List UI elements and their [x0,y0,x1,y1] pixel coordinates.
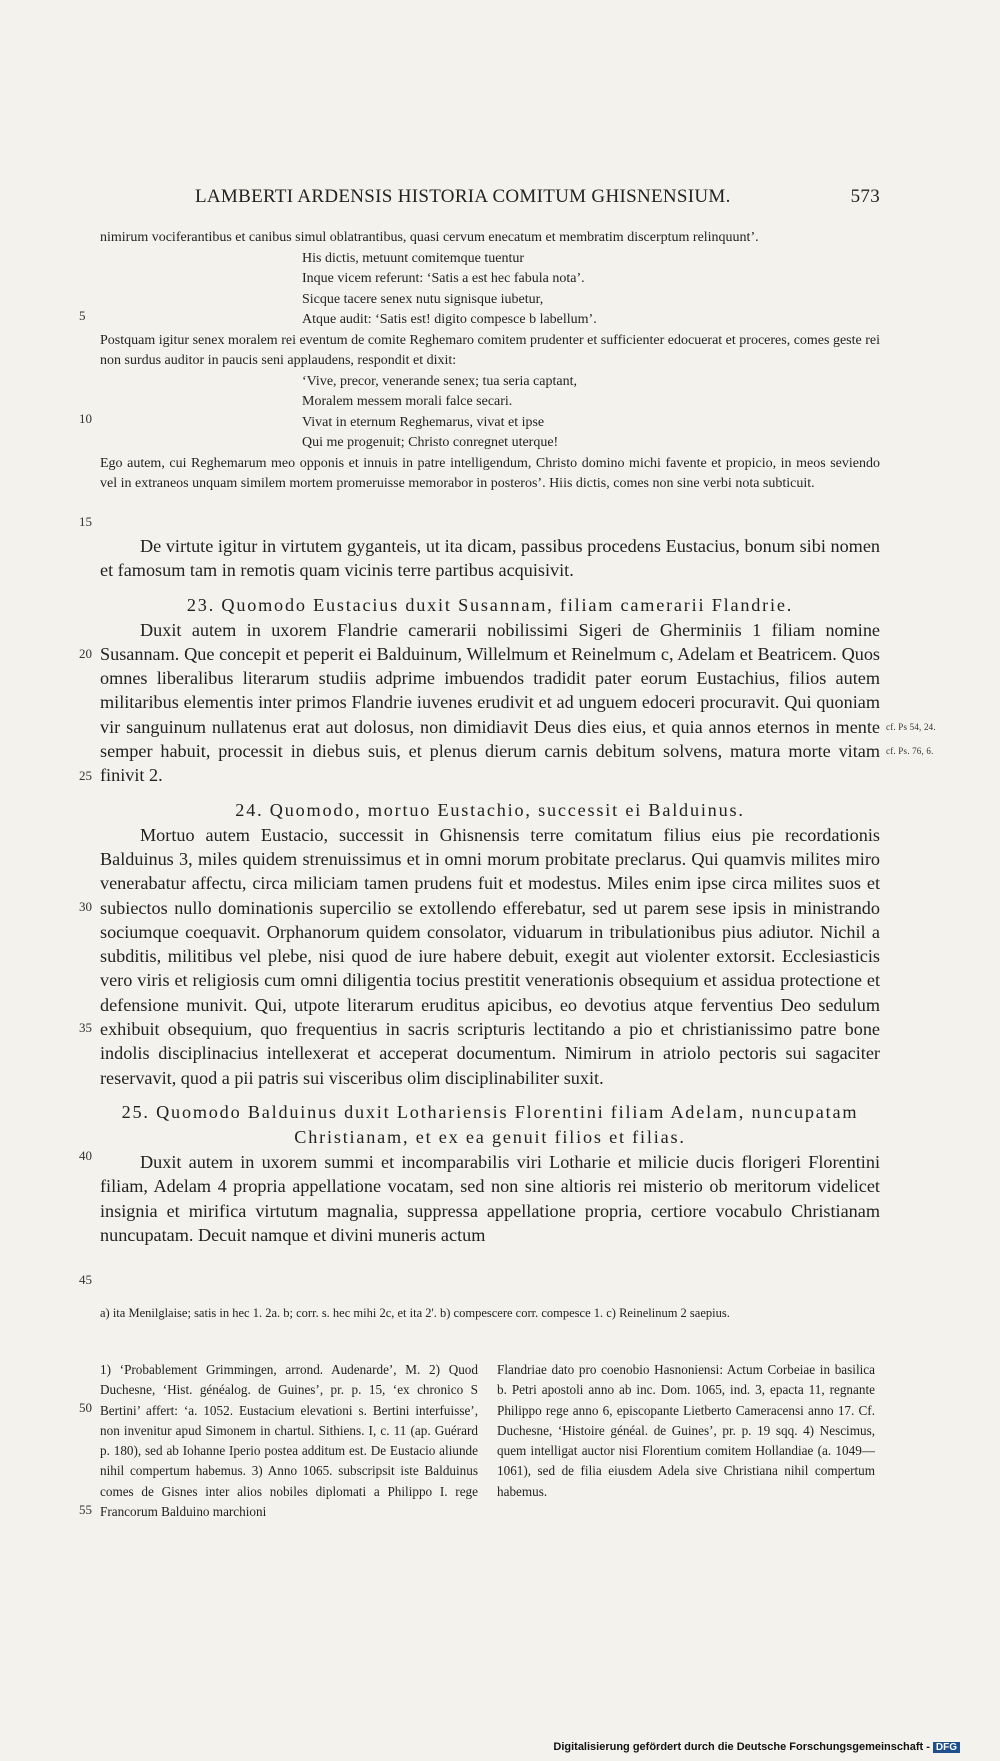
margin-reference: cf. Ps 54, 24. [886,722,936,732]
verse-line: Qui me progenuit; Christo conregnet uterque! [302,435,559,450]
chapter-heading-23: 23. Quomodo Eustacius duxit Susannam, filiam camerarii Flandrie. [186,594,794,615]
paragraph: Mortuo autem Eustacio, successit in Ghisnensis terre comitatum filius eius pie recordationis Balduinus 3, miles quidem strenuissimus et in omni morum probitate preclarus. Qui quamvis milites miro venerabatur affectu, circa miliciam tamen prudens fuit et modestus. Miles enim ipse circa milites suos et subiectos nullo dominationis supercilio se extollendo efferebatur, sed ut parem sese ipsis in ministrando sociumque coequavit. Orphanorum quidem consolator, viduarum in tribulationibus pius adiutor. Nichil a subditis, militibus vel plebe, nisi quod de iure habere debuit, exegit aut violenter extorsit. Ecclesiasticis vero viris et religiosis cum omni diligentia tocius prestitit venerationis obsequium et assidua protectione et defensione munivit. Qui, utpote literarum eruditus apicibus, eo devotius atque ferventius Deo sedulum exhibuit obsequium, quo frequentius in sacris scripturis lectitando a pio et christianissimo patre bone indolis disciplinacius intellexerat et acceperat documentum. Nimirum in atriolo pectoris sui sagaciter reservavit, quod a pii patris sui visceribus olim disciplinabiliter suxit. [100,824,880,1088]
line-number: 45 [79,1272,92,1287]
running-title: LAMBERTI ARDENSIS HISTORIA COMITUM GHISNENSIUM. [195,186,731,207]
main-text-large [100,534,880,1247]
line-number: 50 [79,1400,92,1415]
verse-line: His dictis, metuunt comitemque tuentur [302,250,525,266]
paragraph: Duxit autem in uxorem summi et incomparabilis viri Lotharie et milicie ducis florigeri Florentini filiam, Adelam 4 propria appellatione vocatam, sed non sine altioris rei misterio ob meritorum videlicet insignia et mirifica virtutum magnalia, suppressa appellatione propria, certiore vocabulo Christianam nuncupatam. Decuit namque et divini muneris actum [100,1151,880,1245]
verse-line: Sicque tacere senex nutu signisque iubetur, [302,291,544,307]
verse-line: Vivat in eternum Reghemarus, vivat et ipse [302,414,545,430]
footnotes-right-column: Flandriae dato pro coenobio Hasnoniensi: Actum Corbeiae in basilica b. Petri apostoli anno ab inc. Dom. 1065, ind. 3, epacta 11, regnante Philippo rege anno 6, episcopante Lietberto Cameracensi anno 17. Cf. Duchesne, ‘Histoire généal. de Guines’, pr. p. 19 sqq. 4) Nescimus, quem intelligat auctor nisi Florentium comitem Hollandiae (a. 1049—1061), sed de filia eiusdem Adela sive Christiana nihil compertum habemus. [497,1362,875,1499]
verse-line: Inque vicem referunt: ‘Satis a est hec fabula nota’. [302,271,585,286]
footnotes-left-column: 1) ‘Probablement Grimmingen, arrond. Audenarde’, M. 2) Quod Duchesne, ‘Hist. généalog. de Guines’, pr. p. 15, ‘ex chronico S Bertini’ affert: ‘a. 1052. Eustacium elevationi s. Bertini interfuisse’, non invenitur apud Simonem in chartul. Sithiens. I, c. 11 (ap. Guérard p. 180), sed ab Iohanne Iperio postea additum est. De Eustacio aliunde nihil compertum habemus. 3) Anno 1065. subscripsit iste Balduinus comes de Gisnes inter alios nobiles diplomati a Philippo I. rege Francorum Balduino marchioni [100,1362,478,1520]
verse-block [100,372,880,454]
credit-text: Digitalisierung gefördert durch die Deutsche Forschungsgemeinschaft - [553,1741,930,1753]
verse-block [100,249,880,331]
digitization-credit [553,1741,960,1753]
paragraph: nimirum vociferantibus et canibus simul oblatrantibus, quasi cervum enecatum et membratim discerptum relinquunt’. [100,230,759,245]
line-number: 10 [79,411,92,426]
verse-line: Atque audit: ‘Satis est! digito compesce b labellum’. [302,312,597,327]
line-number: 35 [79,1020,92,1035]
page-number: 573 [850,186,880,207]
verse-line: Moralem messem morali falce secari. [302,394,513,409]
paragraph: Duxit autem in uxorem Flandrie camerarii nobilissimi Sigeri de Gherminiis 1 filiam nomine Susannam. Que concepit et peperit ei Balduinum, Willelmum et Reinelmum c, Adelam et Beatricem. Quos omnes liberalibus literarum studiis adprime imbuendos tradidit pater eorum Eustachius, filios autem militaribus elementis inter primos Flandrie iuvenes erudivit et ad unguem edoceri procuravit. Qui quoniam vir sanguinum nullatenus erat aut dolosus, non dimidiavit Deus dies eius, et quia annos eternos in mente semper habuit, processit in diebus suis, et plenus dierum carnis debitum solvens, matura morte vitam finivit 2. [100,619,880,786]
margin-reference: cf. Ps. 76, 6. [886,746,934,756]
line-number: 25 [79,768,92,783]
line-number: 20 [79,646,92,661]
chapter-heading-25: 25. Quomodo Balduinus duxit Lothariensis Florentini filiam Adelam, nuncupatam Christianam, et ex ea genuit filios et filias. [121,1101,859,1147]
line-number: 40 [79,1148,92,1163]
dfg-logo: DFG [933,1742,960,1753]
paragraph: Ego autem, cui Reghemarum meo opponis et innuis in patre intelligendum, Christo domino michi favente et propicio, in meos seviendo vel in extraneos unquam similem mortem promeruisse memorabor in posteros’. Hiis dictis, comes non sine verbi nota subticuit. [100,455,880,491]
main-text-small [100,228,880,495]
line-number: 30 [79,899,92,914]
line-number: 5 [79,308,86,323]
line-number: 15 [79,514,92,529]
line-number: 55 [79,1502,92,1517]
chapter-heading-24: 24. Quomodo, mortuo Eustachio, successit ei Balduinus. [235,799,745,820]
paragraph: De virtute igitur in virtutem gyganteis, ut ita dicam, passibus procedens Eustacius, bonum sibi nomen et famosum tam in remotis quam vicinis terre partibus acquisivit. [100,536,880,581]
critical-apparatus: a) ita Menilglaise; satis in hec 1. 2a. b; corr. s. hec mihi 2c, et ita 2'. b) compescere corr. compesce 1. c) Reinelinum 2 saepius. [100,1306,730,1320]
verse-line: ‘Vive, precor, venerande senex; tua seria captant, [302,373,577,389]
paragraph: Postquam igitur senex moralem rei eventum de comite Reghemaro comitem prudenter et sufficienter edocuerat et proceres, comes geste rei non surdus auditor in paucis seni applaudens, respondit et dixit: [100,332,880,368]
